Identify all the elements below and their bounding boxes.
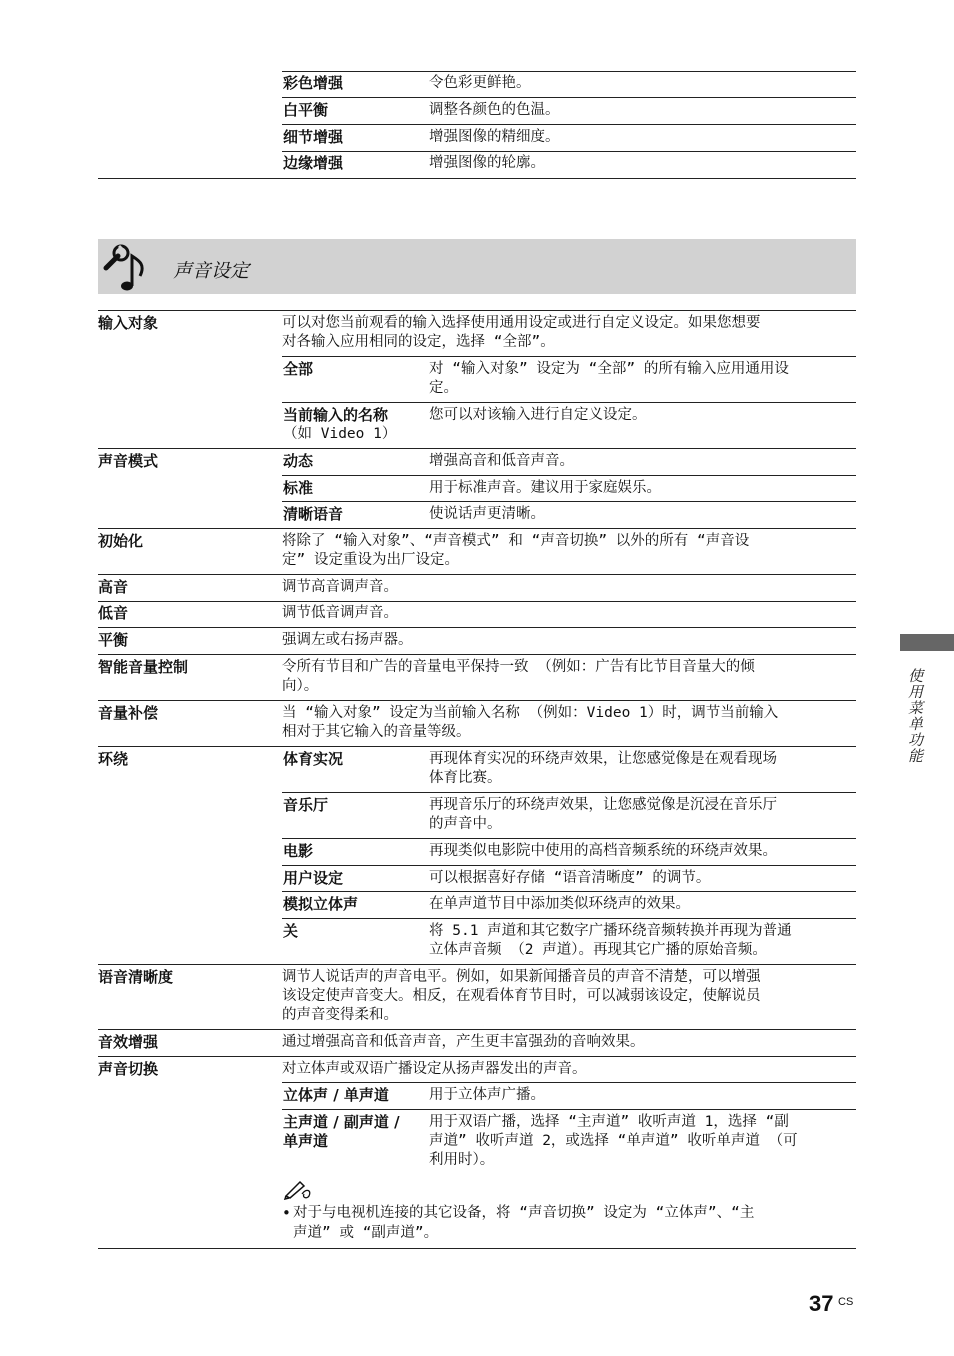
- option-name: 关: [283, 922, 299, 940]
- option-name: 清晰语音: [283, 505, 344, 523]
- option-desc: 再现类似电影院中使用的高档音频系统的环绕声效果。: [429, 843, 777, 859]
- option-name: 音乐厅: [283, 796, 329, 814]
- note-bullet: •: [282, 1204, 291, 1222]
- option-desc: 使说话声更清晰。: [429, 506, 545, 522]
- setting-desc: 强调左或右扬声器。: [282, 632, 413, 648]
- setting-name: 平衡: [98, 631, 129, 649]
- option-desc: 的声音中。: [429, 816, 502, 832]
- top-row-desc: 增强图像的轮廓。: [429, 155, 545, 171]
- side-section-label: 使用菜单功能: [906, 668, 924, 764]
- option-name: 单声道: [283, 1132, 329, 1150]
- option-name: 立体声 / 单声道: [283, 1086, 389, 1104]
- option-name: 电影: [283, 842, 314, 860]
- setting-desc: 相对于其它输入的音量等级。: [282, 724, 471, 740]
- option-name: 标准: [283, 479, 314, 497]
- note-text: 对于与电视机连接的其它设备，将 “声音切换” 设定为 “立体声”、“主: [293, 1205, 755, 1221]
- option-desc: 立体声音频 （2 声道）。再现其它广播的原始音频。: [429, 942, 767, 958]
- top-row-desc: 令色彩更鲜艳。: [429, 75, 531, 91]
- setting-name: 初始化: [98, 532, 144, 550]
- setting-desc: 调节低音调声音。: [282, 605, 398, 621]
- setting-desc: 将除了 “输入对象”、“声音模式” 和 “声音切换” 以外的所有 “声音设: [282, 533, 750, 549]
- setting-desc: 通过增强高音和低音声音，产生更丰富强劲的音响效果。: [282, 1034, 645, 1050]
- option-name: 全部: [283, 360, 314, 378]
- page-number: 37: [809, 1291, 834, 1316]
- setting-name: 音量补偿: [98, 704, 159, 722]
- setting-desc: 对立体声或双语广播设定从扬声器发出的声音。: [282, 1061, 587, 1077]
- option-name: 主声道 / 副声道 /: [283, 1113, 400, 1131]
- sound-settings-icon: [100, 242, 152, 294]
- option-desc: 体育比赛。: [429, 770, 502, 786]
- setting-name: 高音: [98, 578, 129, 596]
- setting-desc: 对各输入应用相同的设定，选择 “全部”。: [282, 334, 555, 350]
- top-row-desc: 调整各颜色的色温。: [429, 102, 560, 118]
- setting-name: 低音: [98, 604, 129, 622]
- setting-name: 声音切换: [98, 1060, 159, 1078]
- side-tab-marker: [900, 634, 954, 651]
- setting-name: 智能音量控制: [98, 658, 189, 676]
- setting-desc: 调节高音调声音。: [282, 579, 398, 595]
- setting-desc: 可以对您当前观看的输入选择使用通用设定或进行自定义设定。如果您想要: [282, 315, 761, 331]
- setting-name: 声音模式: [98, 452, 159, 470]
- option-name: 体育实况: [283, 750, 344, 768]
- option-desc: 利用时）。: [429, 1152, 495, 1168]
- setting-name: 环绕: [98, 750, 129, 768]
- setting-name: 输入对象: [98, 314, 159, 332]
- note-text: 声道” 或 “副声道”。: [293, 1225, 439, 1241]
- top-row-term: 细节增强: [283, 128, 344, 146]
- option-desc: 声道” 收听声道 2，或选择 “单声道” 收听单声道 （可: [429, 1133, 798, 1149]
- option-desc: 可以根据喜好存储 “语音清晰度” 的调节。: [429, 870, 711, 886]
- page-suffix: CS: [838, 1296, 854, 1308]
- option-name-sub: （如 Video 1）: [283, 426, 397, 442]
- option-desc: 用于标准声音。建议用于家庭娱乐。: [429, 480, 661, 496]
- top-row-term: 彩色增强: [283, 74, 344, 92]
- option-desc: 将 5.1 声道和其它数字广播环绕音频转换并再现为普通: [429, 923, 792, 939]
- option-desc: 定。: [429, 380, 458, 396]
- setting-desc: 调节人说话声的声音电平。例如，如果新闻播音员的声音不清楚，可以增强: [282, 969, 761, 985]
- setting-desc: 令所有节目和广告的音量电平保持一致 （例如：广告有比节目音量大的倾: [282, 659, 755, 675]
- top-row-term: 白平衡: [283, 101, 329, 119]
- top-row-term: 边缘增强: [283, 154, 344, 172]
- option-desc: 用于双语广播，选择 “主声道” 收听声道 1，选择 “副: [429, 1114, 789, 1130]
- option-desc: 增强高音和低音声音。: [429, 453, 574, 469]
- setting-desc: 的声音变得柔和。: [282, 1007, 398, 1023]
- option-desc: 再现音乐厅的环绕声效果，让您感觉像是沉浸在音乐厅: [429, 797, 777, 813]
- option-desc: 用于立体声广播。: [429, 1087, 545, 1103]
- option-name: 动态: [283, 452, 314, 470]
- setting-desc: 该设定使声音变大。相反，在观看体育节目时，可以减弱该设定，使解说员: [282, 988, 761, 1004]
- option-desc: 对 “输入对象” 设定为 “全部” 的所有输入应用通用设: [429, 361, 789, 377]
- option-name: 当前输入的名称: [283, 406, 389, 424]
- top-row-desc: 增强图像的精细度。: [429, 129, 560, 145]
- option-desc: 您可以对该输入进行自定义设定。: [429, 407, 647, 423]
- option-name: 模拟立体声: [283, 895, 359, 913]
- section-title: 声音设定: [173, 260, 250, 282]
- setting-name: 音效增强: [98, 1033, 159, 1051]
- option-name: 用户设定: [283, 869, 344, 887]
- option-desc: 在单声道节目中添加类似环绕声的效果。: [429, 896, 690, 912]
- setting-desc: 向）。: [282, 678, 319, 694]
- setting-desc: 当 “输入对象” 设定为当前输入名称 （例如：Video 1）时，调节当前输入: [282, 705, 779, 721]
- option-desc: 再现体育实况的环绕声效果，让您感觉像是在观看现场: [429, 751, 777, 767]
- setting-name: 语音清晰度: [98, 968, 174, 986]
- setting-desc: 定” 设定重设为出厂设定。: [282, 552, 459, 568]
- pencil-note-icon: [282, 1178, 314, 1200]
